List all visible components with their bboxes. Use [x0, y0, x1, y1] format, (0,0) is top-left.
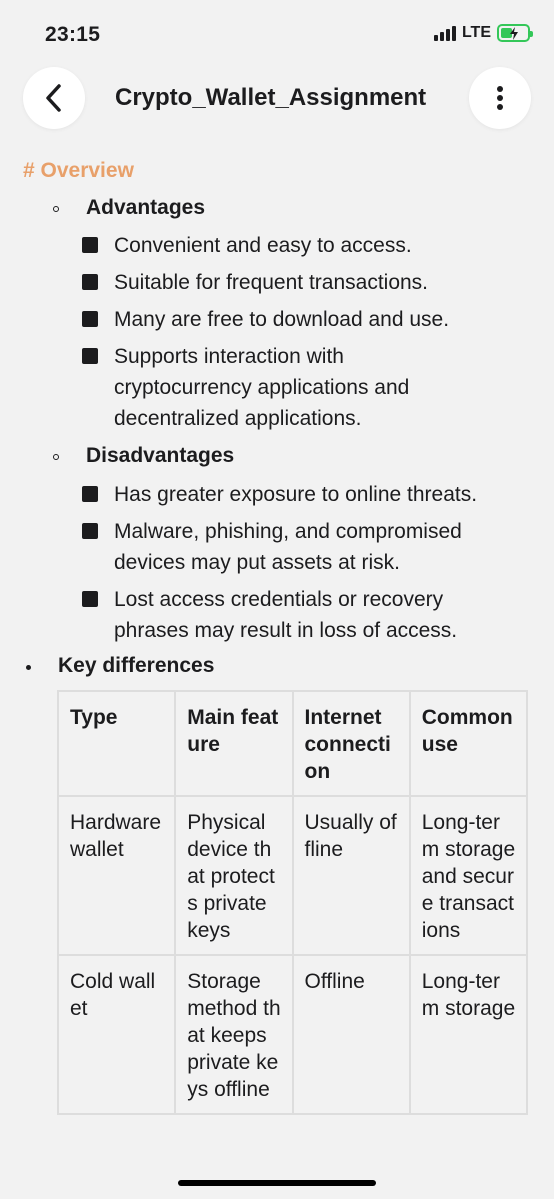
- table-header-cell: Common use: [410, 691, 527, 796]
- disadvantages-heading: Disadvantages: [86, 444, 235, 467]
- list-item: Supports interaction with cryptocurrency applications and decentralized applications.: [114, 345, 410, 430]
- page-title: Crypto_Wallet_Assignment: [115, 84, 427, 111]
- table-row: [58, 955, 527, 1114]
- vertical-ellipsis-icon: [496, 85, 504, 111]
- network-type: LTE: [461, 24, 491, 41]
- key-differences-table: [57, 690, 528, 1115]
- sub-bullet: [53, 206, 59, 212]
- list-bullet: [82, 311, 98, 327]
- status-indicators: [434, 24, 530, 42]
- list-bullet: [82, 348, 98, 364]
- table-header-row: [58, 691, 527, 796]
- table-header-cell: Type: [58, 691, 175, 796]
- table-cell: Hardware wallet: [58, 796, 175, 955]
- home-indicator[interactable]: [178, 1180, 376, 1186]
- status-time: 23:15: [45, 23, 101, 46]
- list-bullet: [82, 486, 98, 502]
- key-differences-heading: Key differences: [58, 654, 215, 677]
- list-item: Malware, phishing, and compromised devices may put assets at risk.: [114, 520, 462, 574]
- table-cell: Long-term storage: [410, 955, 527, 1114]
- list-item: Lost access credentials or recovery phrases may result in loss of access.: [114, 588, 458, 642]
- top-bullet: [26, 665, 31, 670]
- list-bullet: [82, 591, 98, 607]
- advantages-heading: Advantages: [86, 196, 206, 219]
- app-header: [0, 66, 554, 132]
- list-bullet: [82, 237, 98, 253]
- list-item: Convenient and easy to access.: [114, 234, 412, 257]
- list-item: Many are free to download and use.: [114, 308, 450, 331]
- list-bullet: [82, 274, 98, 290]
- list-bullet: [82, 523, 98, 539]
- sub-bullet: [53, 454, 59, 460]
- table-cell: Usually offline: [293, 796, 410, 955]
- battery-charging-icon: [497, 24, 530, 42]
- list-item: Has greater exposure to online threats.: [114, 483, 478, 506]
- table-cell: Storage method that keeps private keys offline: [175, 955, 292, 1114]
- chevron-left-icon: [43, 83, 65, 113]
- table-cell: Offline: [293, 955, 410, 1114]
- signal-icon: [434, 25, 456, 41]
- table-header-cell: Internet connection: [293, 691, 410, 796]
- list-item: Suitable for frequent transactions.: [114, 271, 429, 294]
- more-options-button[interactable]: [469, 67, 531, 129]
- overview-heading: # Overview: [23, 159, 134, 182]
- table-row: [58, 796, 527, 955]
- table-cell: Long-term storage and secure transactions: [410, 796, 527, 955]
- table-header-cell: Main feature: [175, 691, 292, 796]
- status-bar: [0, 0, 554, 66]
- back-button[interactable]: [23, 67, 85, 129]
- table-cell: Physical device that protects private keys: [175, 796, 292, 955]
- table-cell: Cold wallet: [58, 955, 175, 1114]
